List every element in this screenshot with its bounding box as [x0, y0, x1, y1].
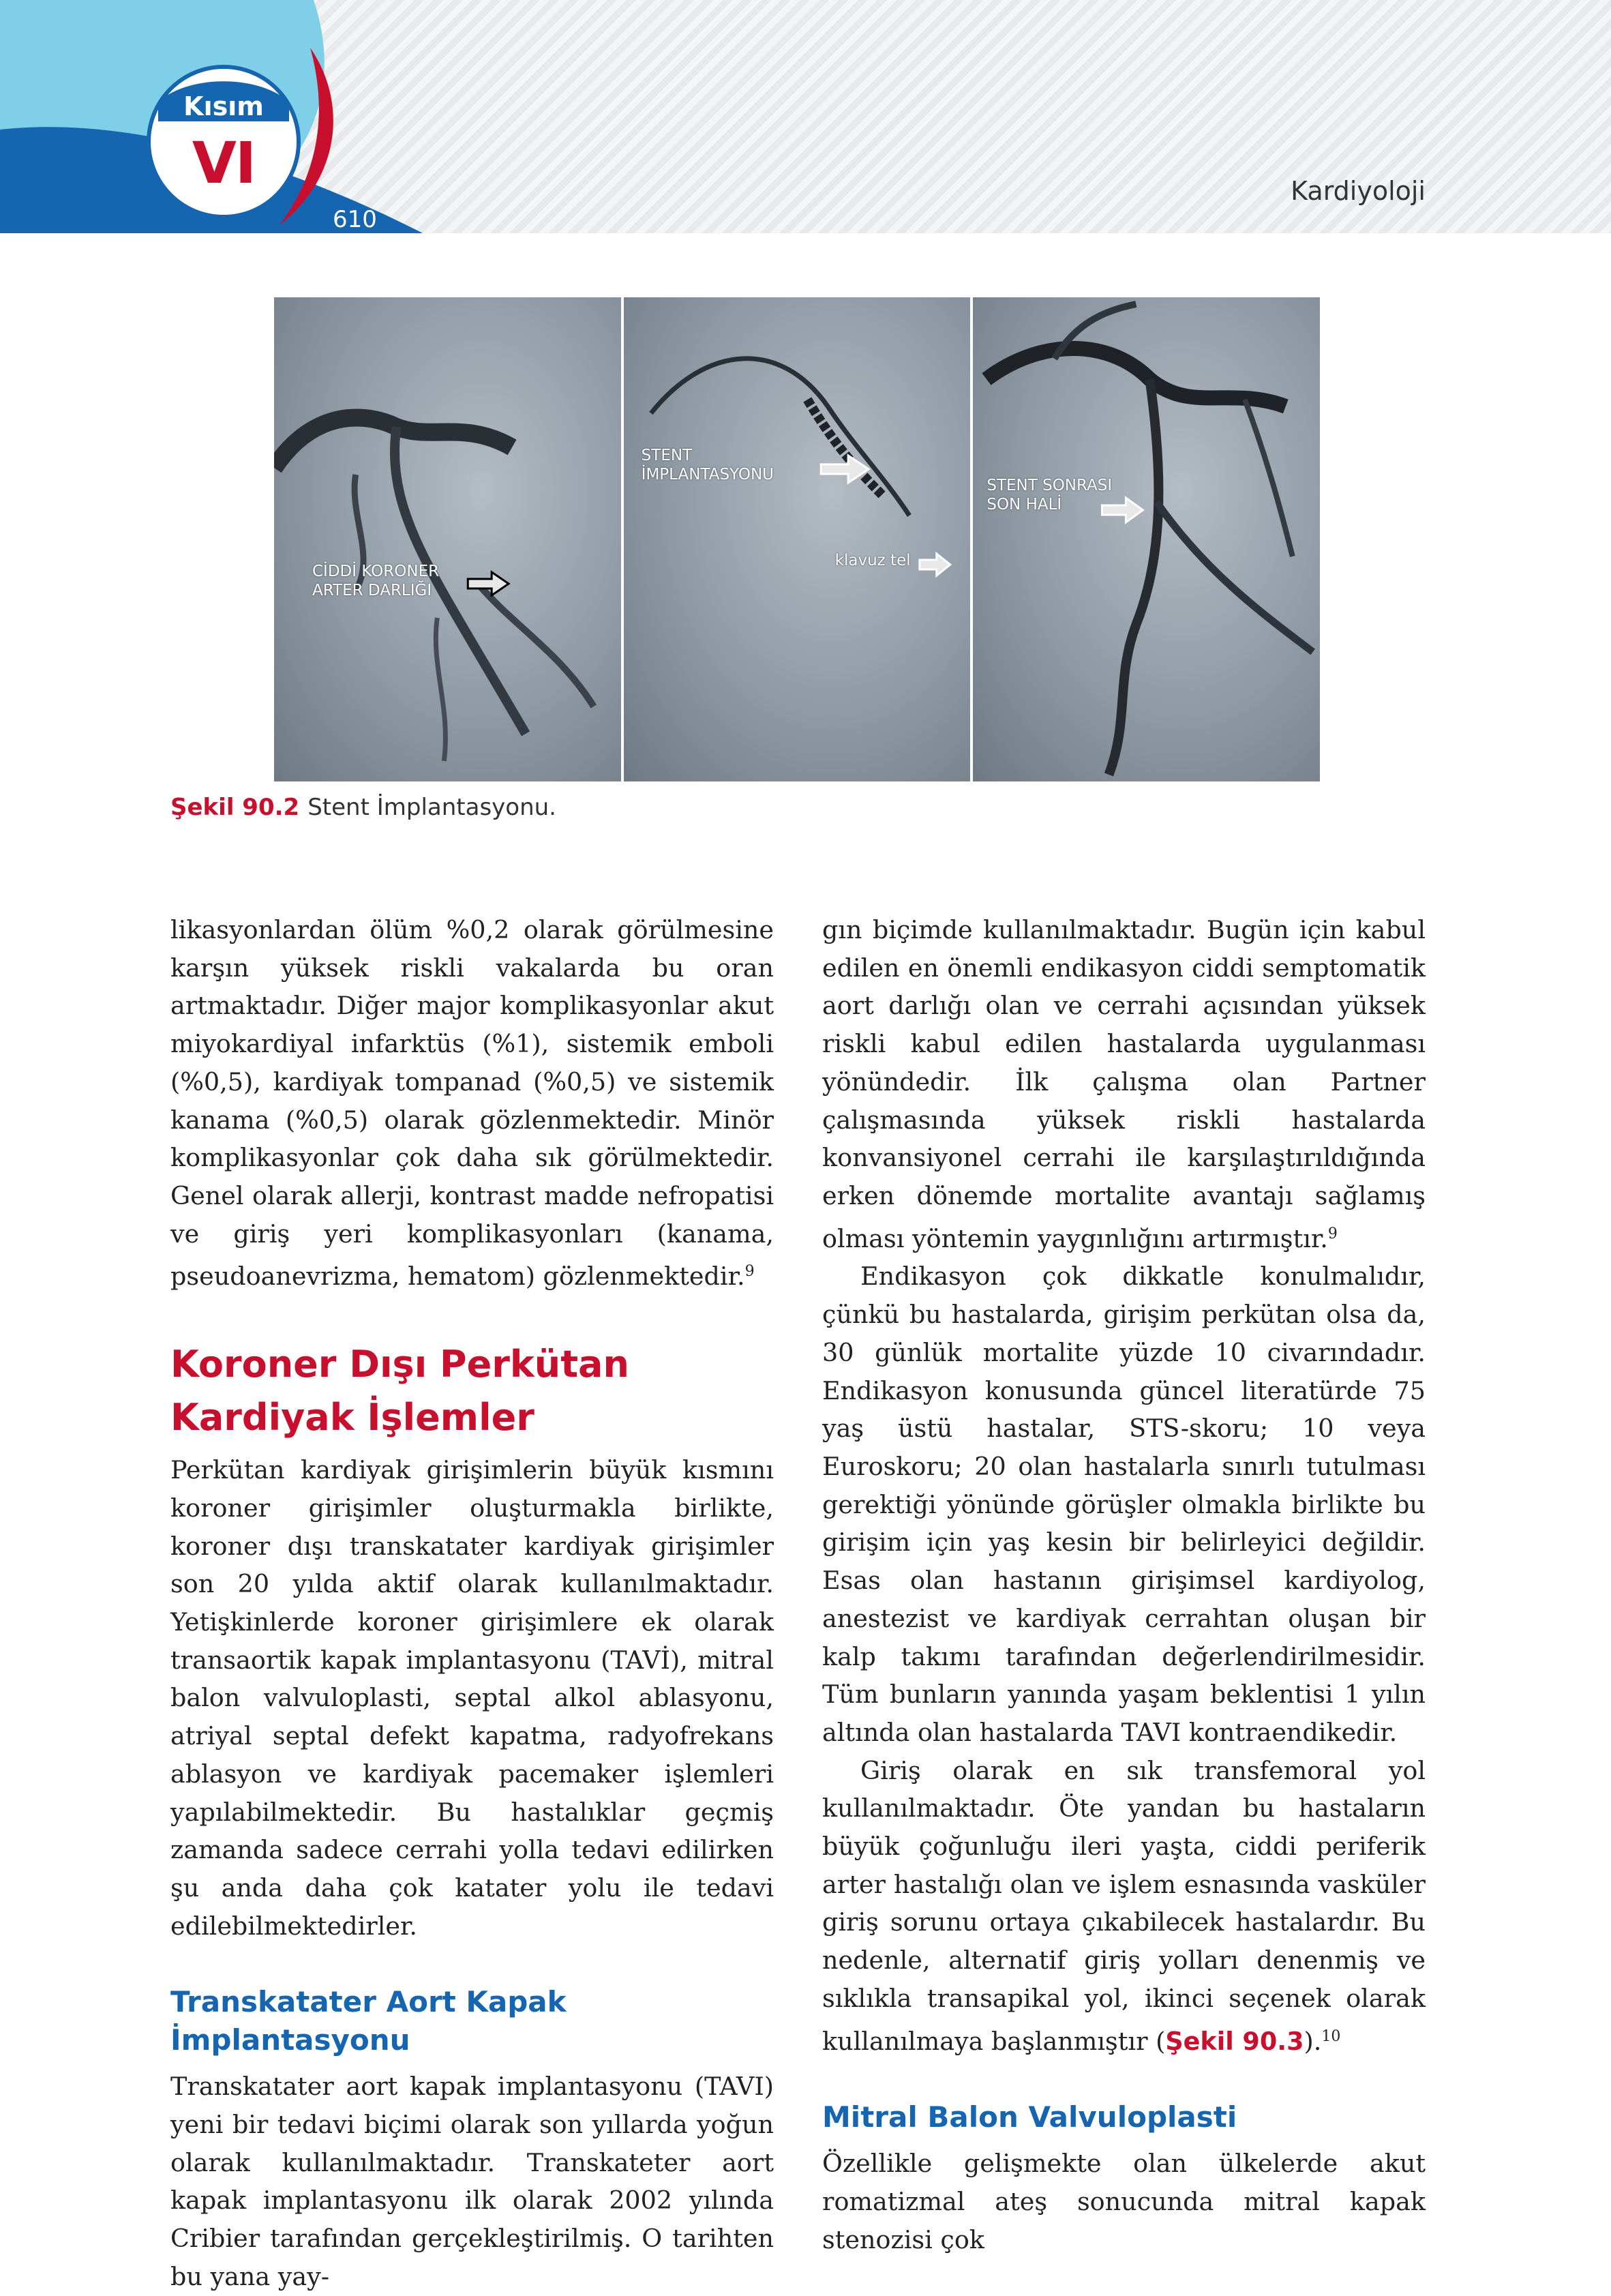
paragraph: Özellikle gelişmekte olan ülkelerde akut romatizmal ateş sonucunda mitral kapak stenozisi çok [822, 2149, 1426, 2254]
figure-caption [170, 794, 556, 821]
label-after-stent: STENT SONRASI SON HALİ [987, 477, 1113, 513]
coronary-vessels-after-image [973, 297, 1320, 781]
coronary-vessels-image [274, 297, 621, 781]
angiogram-panel-stent [624, 297, 971, 781]
angiography-figure [274, 297, 1320, 781]
running-title: Kardiyoloji [1291, 176, 1426, 206]
figure-reference-link[interactable]: Şekil 90.3 [1165, 2026, 1304, 2056]
label-severe-stenosis: CİDDİ KORONER ARTER DARLIĞI [312, 563, 440, 599]
subsection-heading-tavi: Transkatater Aort Kapak İmplantasyonu [170, 1985, 567, 2057]
section-heading: Koroner Dışı Perkütan Kardiyak İşlemler [170, 1343, 629, 1440]
part-number: VI [192, 130, 256, 196]
paragraph: Perkütan kardiyak girişimlerin büyük kısmını koroner girişimler oluşturmakla birlikte, koroner dışı transkatater kardiyak girişimler son 20 yılda aktif olarak kullanılmaktadır. Yetişkinlerde koroner girişimlere ek olarak transaortik kapak implantasyonu (TAVİ), mitral balon valvuloplasti, septal alkol ablasyonu, atriyal septal defekt kapatma, radyofrekans ablasyon ve kardiyak pacemaker işlemleri yapılabilmektedir. Bu hastalıklar geçmiş zamanda sadece cerrahi yolla tedavi edilirken şu anda daha çok katater yolu ile tedavi edilebilmektedirler. [170, 1455, 774, 1941]
left-column [170, 911, 774, 2296]
part-label: Kısım [183, 91, 264, 121]
figure-caption-number: Şekil 90.2 [170, 794, 300, 821]
paragraph: Transkatater aort kapak implantasyonu (TAVI) yeni bir tedavi biçimi olarak son yıllarda yoğun olarak kullanılmaktadır. Transkateter aort kapak implantasyonu ilk olarak 2002 yılında Cribier tarafından gerçekleştirilmiş. O tarihten bu yana yay- [170, 2072, 774, 2291]
figure-caption-text: Stent İmplantasyonu. [307, 794, 556, 821]
page-number: 610 [333, 206, 377, 233]
reference-superscript: 9 [744, 1263, 755, 1281]
paragraph: Giriş olarak en sık transfemoral yol kullanılmaktadır. Öte yandan bu hastaların büyük çoğunluğu ileri yaşta, ciddi periferik arter hastalığı olan ve işlem esnasında vasküler giriş sorunu ortaya çıkabilecek hastalardır. Bu nedenle, alternatif giriş yolları denenmiş ve sıklıkla transapikal yol, ikinci seçenek olarak kullanılmaya başlanmıştır (Şekil 90.3).$^{10}$ [822, 1755, 1426, 2056]
angiogram-panel-after-stent [973, 297, 1320, 781]
label-stent-implantation: STENT İMPLANTASYONU [641, 447, 774, 483]
right-column [822, 911, 1426, 2259]
reference-superscript: 9 [1327, 1225, 1338, 1242]
angiogram-panel-stenosis [274, 297, 621, 781]
subsection-heading-mitral: Mitral Balon Valvuloplasti [822, 2100, 1237, 2134]
label-guidewire: klavuz tel [834, 552, 911, 569]
paragraph: Endikasyon çok dikkatle konulmalıdır, çünkü bu hastalarda, girişim perkütan olsa da, 30 günlük mortalite yüzde 10 civarındadır. Endikasyon konusunda güncel literatürde 75 yaş üstü hastalar, STS-skoru; 10 veya Euroskoru; 20 olan hastalarla sınırlı tutulması gerektiği yönünde görüşler olmakla birlikte bu girişim için yaş kesin bir belirleyici değildir. Esas olan hastanın girişimsel kardiyolog, anestezist ve kardiyak cerrahtan oluşan bir kalp takımı tarafından değerlendirilmesidir. Tüm bunların yanında yaşam beklentisi 1 yılın altında olan hastalarda TAVI kontraendikedir. [822, 1262, 1426, 1747]
guidewire-stent-image [624, 297, 971, 781]
paragraph: likasyonlardan ölüm %0,2 olarak görülmesine karşın yüksek riskli vakalarda bu oran artmaktadır. Diğer major komplikasyonlar akut miyokardiyal infarktüs (%1), sistemik emboli (%0,5), kardiyak tompanad (%0,5) ve sistemik kanama (%0,5) olarak gözlenmektedir. Minör komplikasyonlar çok daha sık görülmektedir. Genel olarak allerji, kontrast madde nefropatisi ve giriş yeri komplikasyonları (kanama, pseudoanevrizma, hematom) gözlenmektedir.$^9$ [170, 915, 774, 1292]
paragraph: gın biçimde kullanılmaktadır. Bugün için kabul edilen en önemli endikasyon ciddi semptomatik aort darlığı olan ve cerrahi açısından yüksek riskli kabul edilen hastalarda uygulanması yönündedir. İlk çalışma olan Partner çalışmasında yüksek riskli hastalarda konvansiyonel cerrahi ile karşılaştırıldığında erken dönemde mortalite avantajı sağlamış olması yöntemin yaygınlığını artırmıştır.$^9$ [822, 915, 1426, 1253]
reference-superscript: 10 [1321, 2027, 1341, 2045]
